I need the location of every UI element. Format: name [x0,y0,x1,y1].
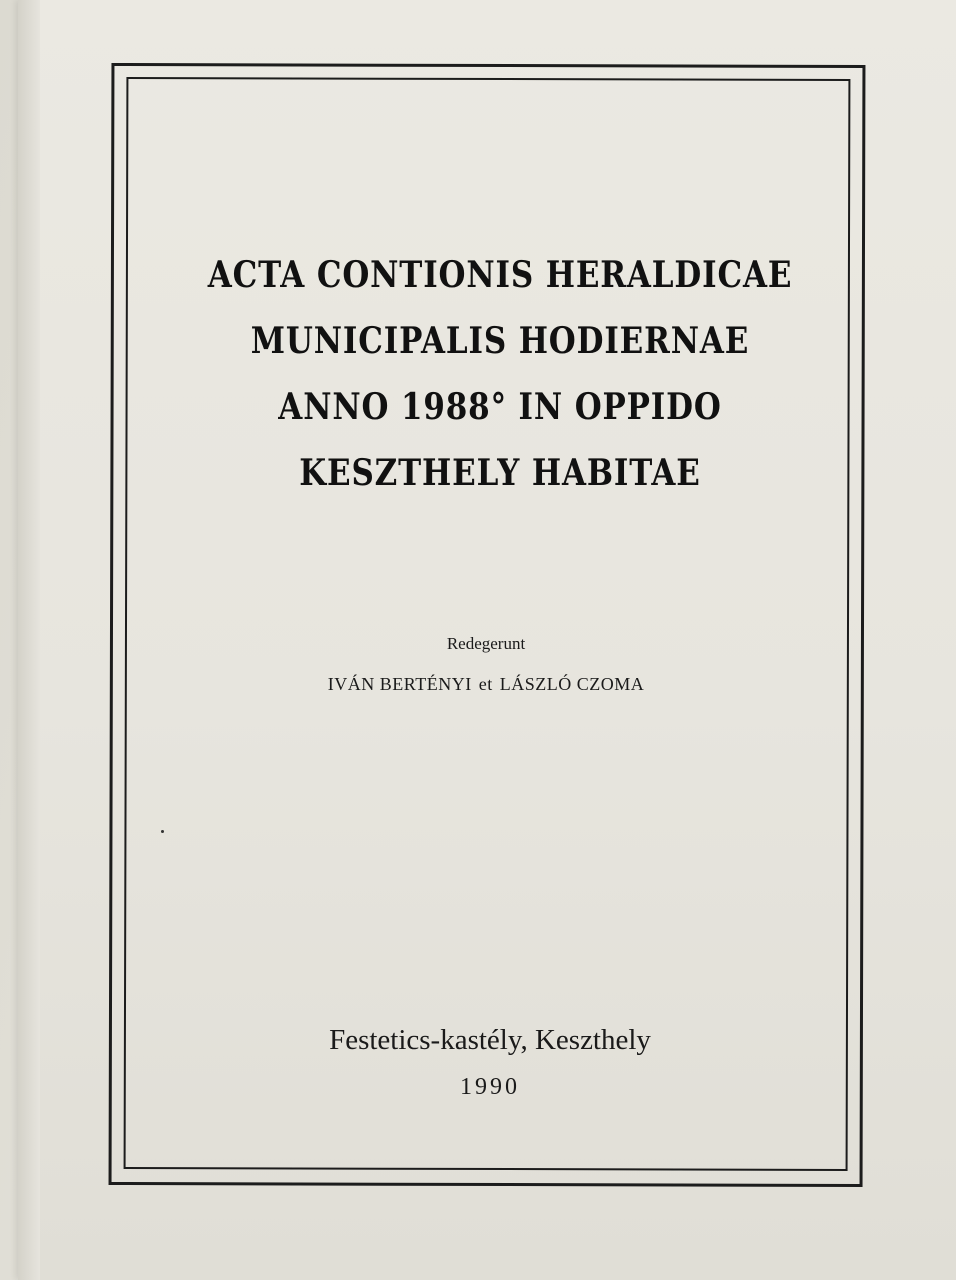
editor-conjunction: et [478,674,493,694]
editor-name-1: IVÁN BERTÉNYI [327,674,472,694]
paper-speck [161,830,164,833]
cover-edge [18,0,40,1280]
title-line-2: MUNICIPALIS HODIERNAE [250,320,750,362]
publisher-place: Festetics-kastély, Keszthely [329,1024,651,1056]
editor-name-2: LÁSZLÓ CZOMA [499,674,645,694]
title-line-4: KESZTHELY HABITAE [299,452,701,494]
book-title [199,242,801,506]
editors-line [150,674,822,695]
title-line-3: ANNO 1988° IN OPPIDO [278,386,722,428]
title-line-1: ACTA CONTIONIS HERALDICAE [207,254,793,296]
publication-year: 1990 [460,1074,520,1100]
editors-label: Redegerunt [446,634,526,653]
